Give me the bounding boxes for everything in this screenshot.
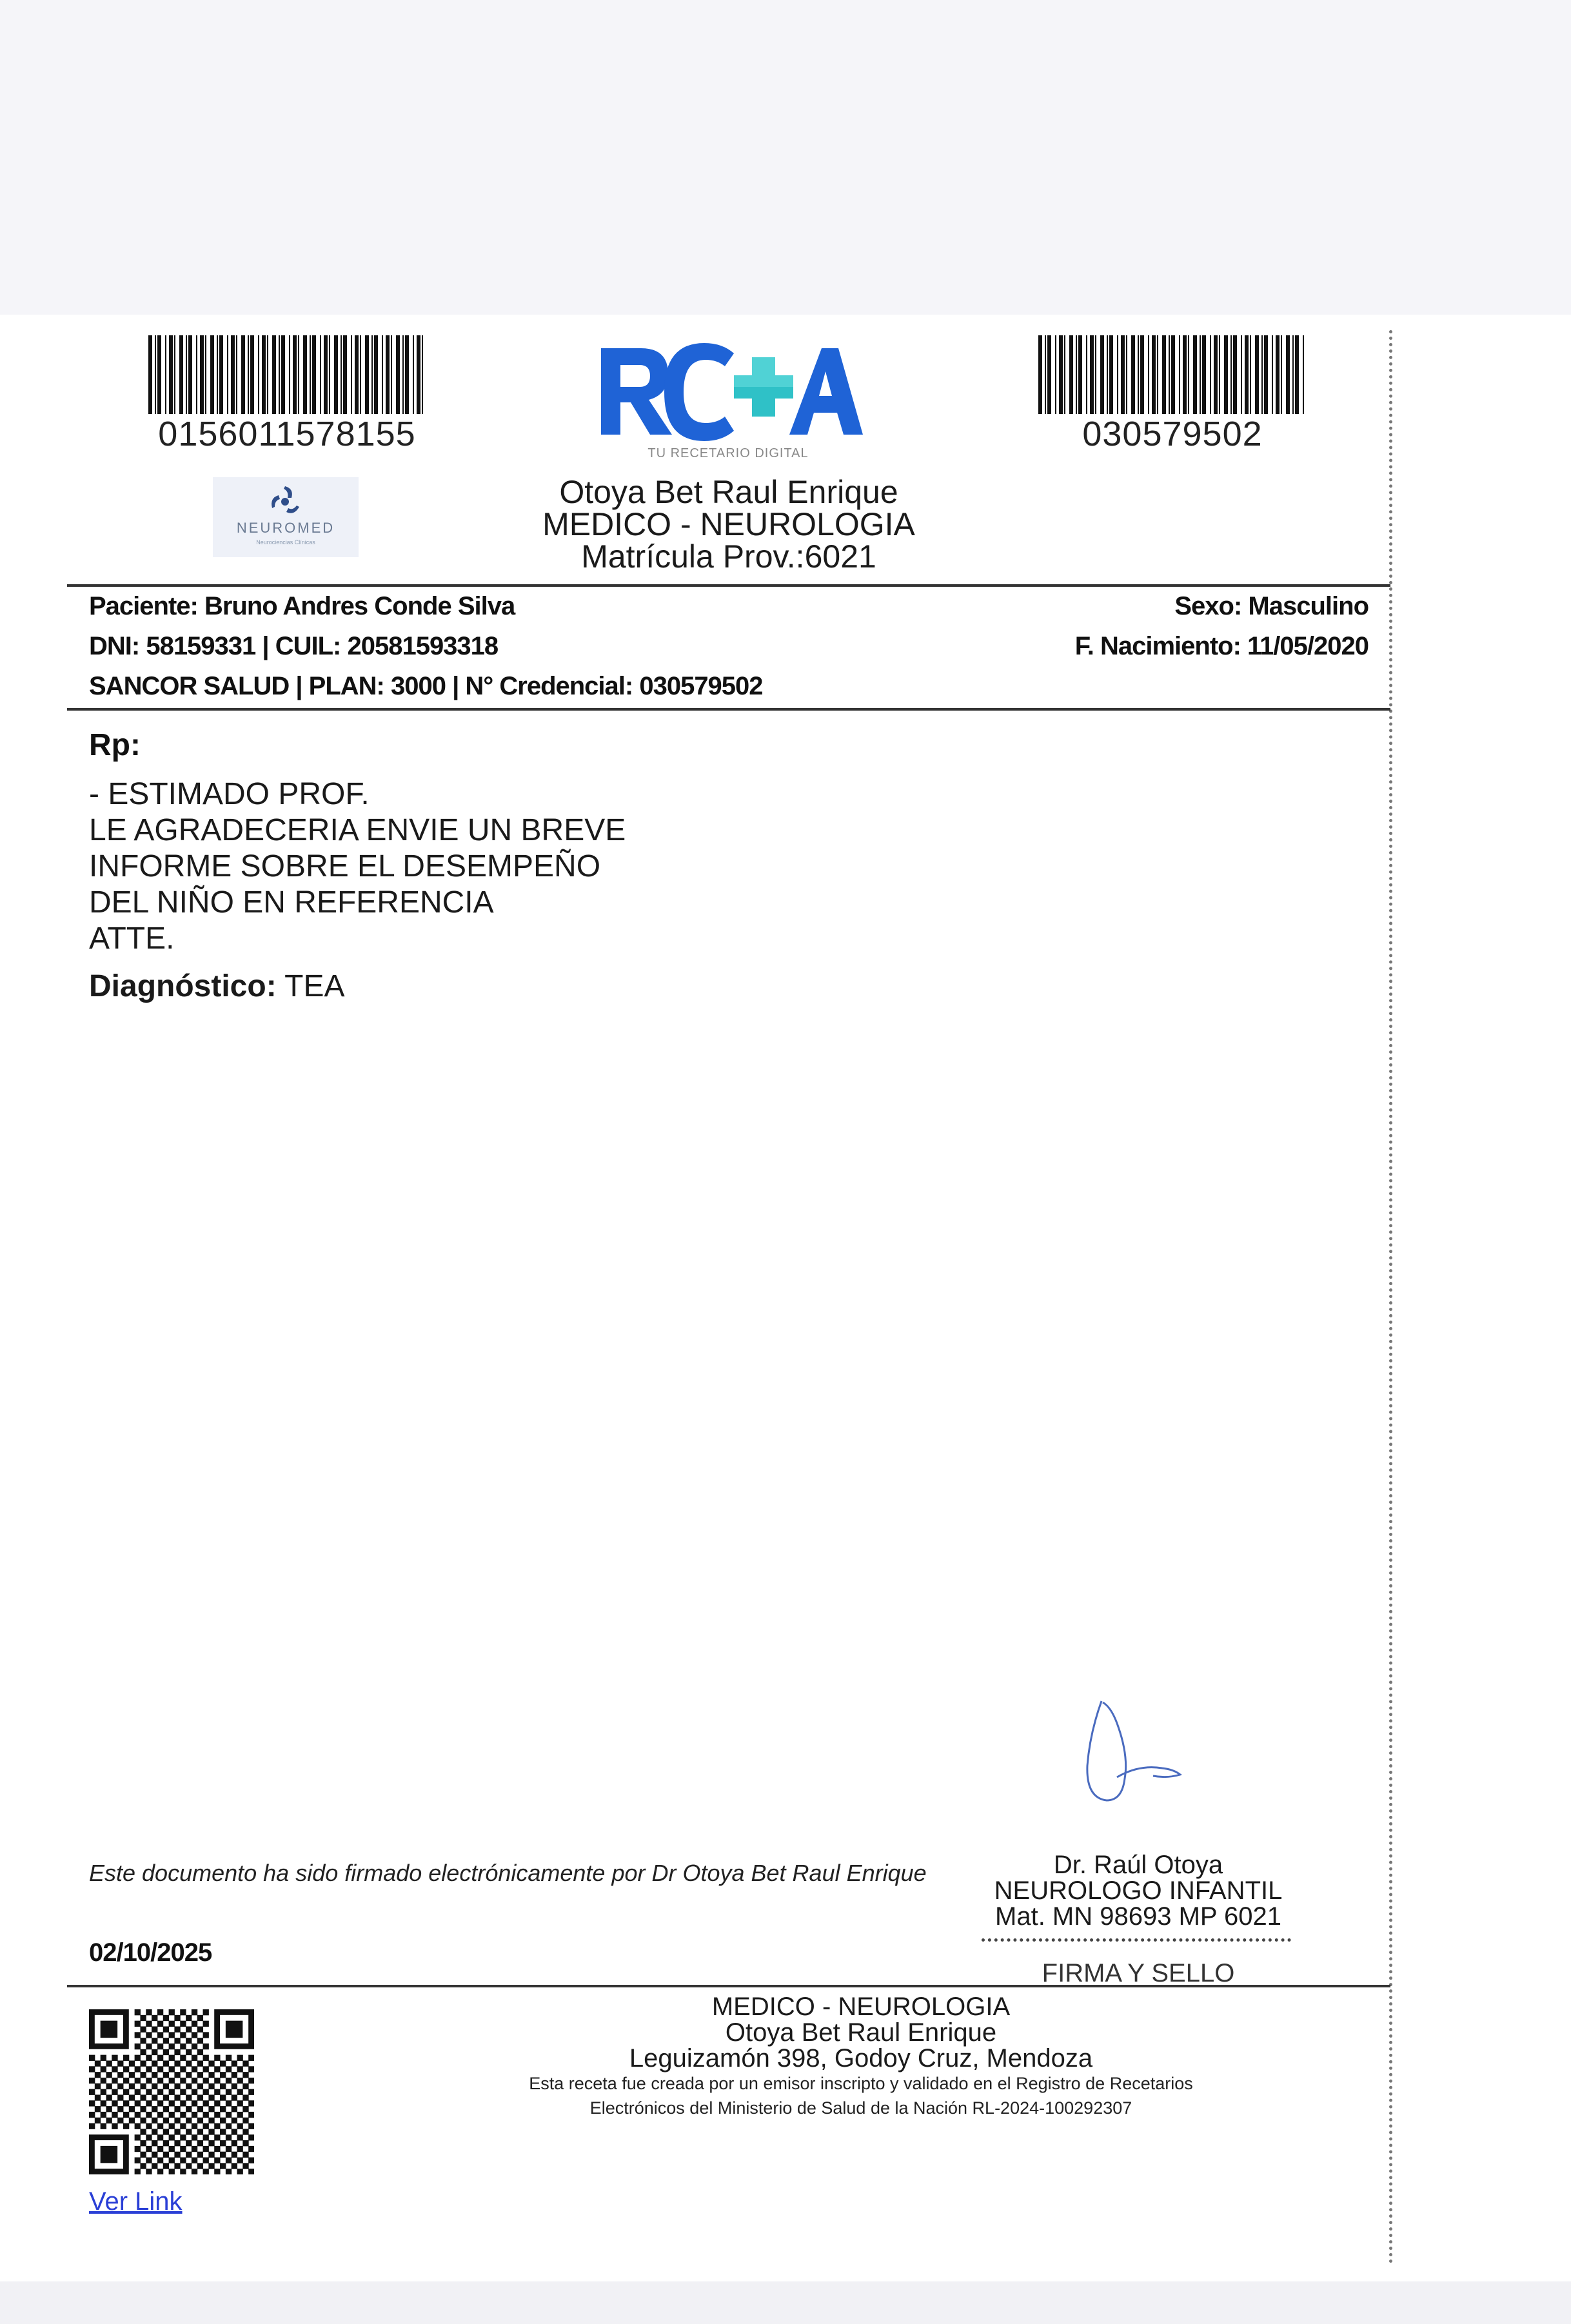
prescription-line: - ESTIMADO PROF. <box>89 777 370 811</box>
stamp-line: Dr. Raúl Otoya <box>1053 1851 1223 1879</box>
prescription-line: DEL NIÑO EN REFERENCIA <box>89 885 494 920</box>
signature-dotted-line <box>982 1938 1291 1942</box>
firma-y-sello-label: FIRMA Y SELLO <box>1042 1959 1235 1987</box>
patient-ids: DNI: 58159331 | CUIL: 20581593318 <box>89 632 499 660</box>
qr-code[interactable] <box>89 2009 254 2174</box>
barcode-right-number: 030579502 <box>1082 415 1263 453</box>
patient-birthdate: F. Nacimiento: 11/05/2020 <box>1074 632 1368 660</box>
patient-sex: Sexo: Masculino <box>1174 592 1368 620</box>
prescription-line: ATTE. <box>89 921 175 956</box>
footer-divider <box>67 1985 1390 1987</box>
stamp-line: Mat. MN 98693 MP 6021 <box>995 1902 1281 1931</box>
patient-divider <box>67 708 1390 711</box>
barcode-right <box>1038 335 1307 414</box>
handwritten-signature <box>1077 1695 1206 1811</box>
header-divider <box>67 584 1390 587</box>
doctor-license: Matrícula Prov.:6021 <box>581 538 876 575</box>
barcode-left-number: 0156011578155 <box>158 415 416 453</box>
rcta-tagline: TU RECETARIO DIGITAL <box>647 446 809 460</box>
footer-address: Leguizamón 398, Godoy Cruz, Mendoza <box>629 2044 1093 2073</box>
right-dotted-border <box>1389 330 1392 2265</box>
diagnosis <box>89 969 345 1004</box>
rcta-logo-icon <box>596 340 867 444</box>
prescription-line: LE AGRADECERIA ENVIE UN BREVE <box>89 813 626 847</box>
doctor-stamp <box>967 1852 1309 1929</box>
rp-label: Rp: <box>89 728 141 762</box>
neuromed-name: NEUROMED <box>236 520 335 536</box>
doctor-specialty: MEDICO - NEUROLOGIA <box>542 506 915 542</box>
prescription-page <box>0 315 1571 2281</box>
barcode-left <box>148 335 426 414</box>
doctor-name: Otoya Bet Raul Enrique <box>559 474 898 510</box>
page-bottom-margin <box>0 2281 1571 2324</box>
patient-insurance: SANCOR SALUD | PLAN: 3000 | N° Credencial: 030579502 <box>89 672 763 700</box>
diagnosis-value: TEA <box>276 969 345 1003</box>
footer-registry-line: Electrónicos del Ministerio de Salud de la Nación RL-2024-100292307 <box>589 2098 1132 2118</box>
signature-date: 02/10/2025 <box>89 1938 212 1967</box>
footer-registry-line: Esta receta fue creada por un emisor inscripto y validado en el Registro de Recetarios <box>529 2074 1193 2093</box>
prescription-text <box>89 776 626 957</box>
neuromed-logo <box>213 477 359 557</box>
patient-name: Paciente: Bruno Andres Conde Silva <box>89 592 515 620</box>
diagnosis-label: Diagnóstico: <box>89 969 277 1003</box>
neuromed-swirl-icon <box>266 482 304 521</box>
prescription-line: INFORME SOBRE EL DESEMPEÑO <box>89 849 601 883</box>
stamp-line: NEUROLOGO INFANTIL <box>994 1876 1283 1905</box>
footer-specialty: MEDICO - NEUROLOGIA <box>711 1993 1011 2021</box>
rcta-logo <box>596 340 867 463</box>
electronic-signature-note: Este documento ha sido firmado electrónicamente por Dr Otoya Bet Raul Enrique <box>89 1860 927 1886</box>
footer-info <box>451 1994 1270 2120</box>
footer-doctor-name: Otoya Bet Raul Enrique <box>725 2018 997 2047</box>
ver-link[interactable]: Ver Link <box>89 2187 183 2216</box>
neuromed-subtitle: Neurociencias Clínicas <box>256 539 315 546</box>
